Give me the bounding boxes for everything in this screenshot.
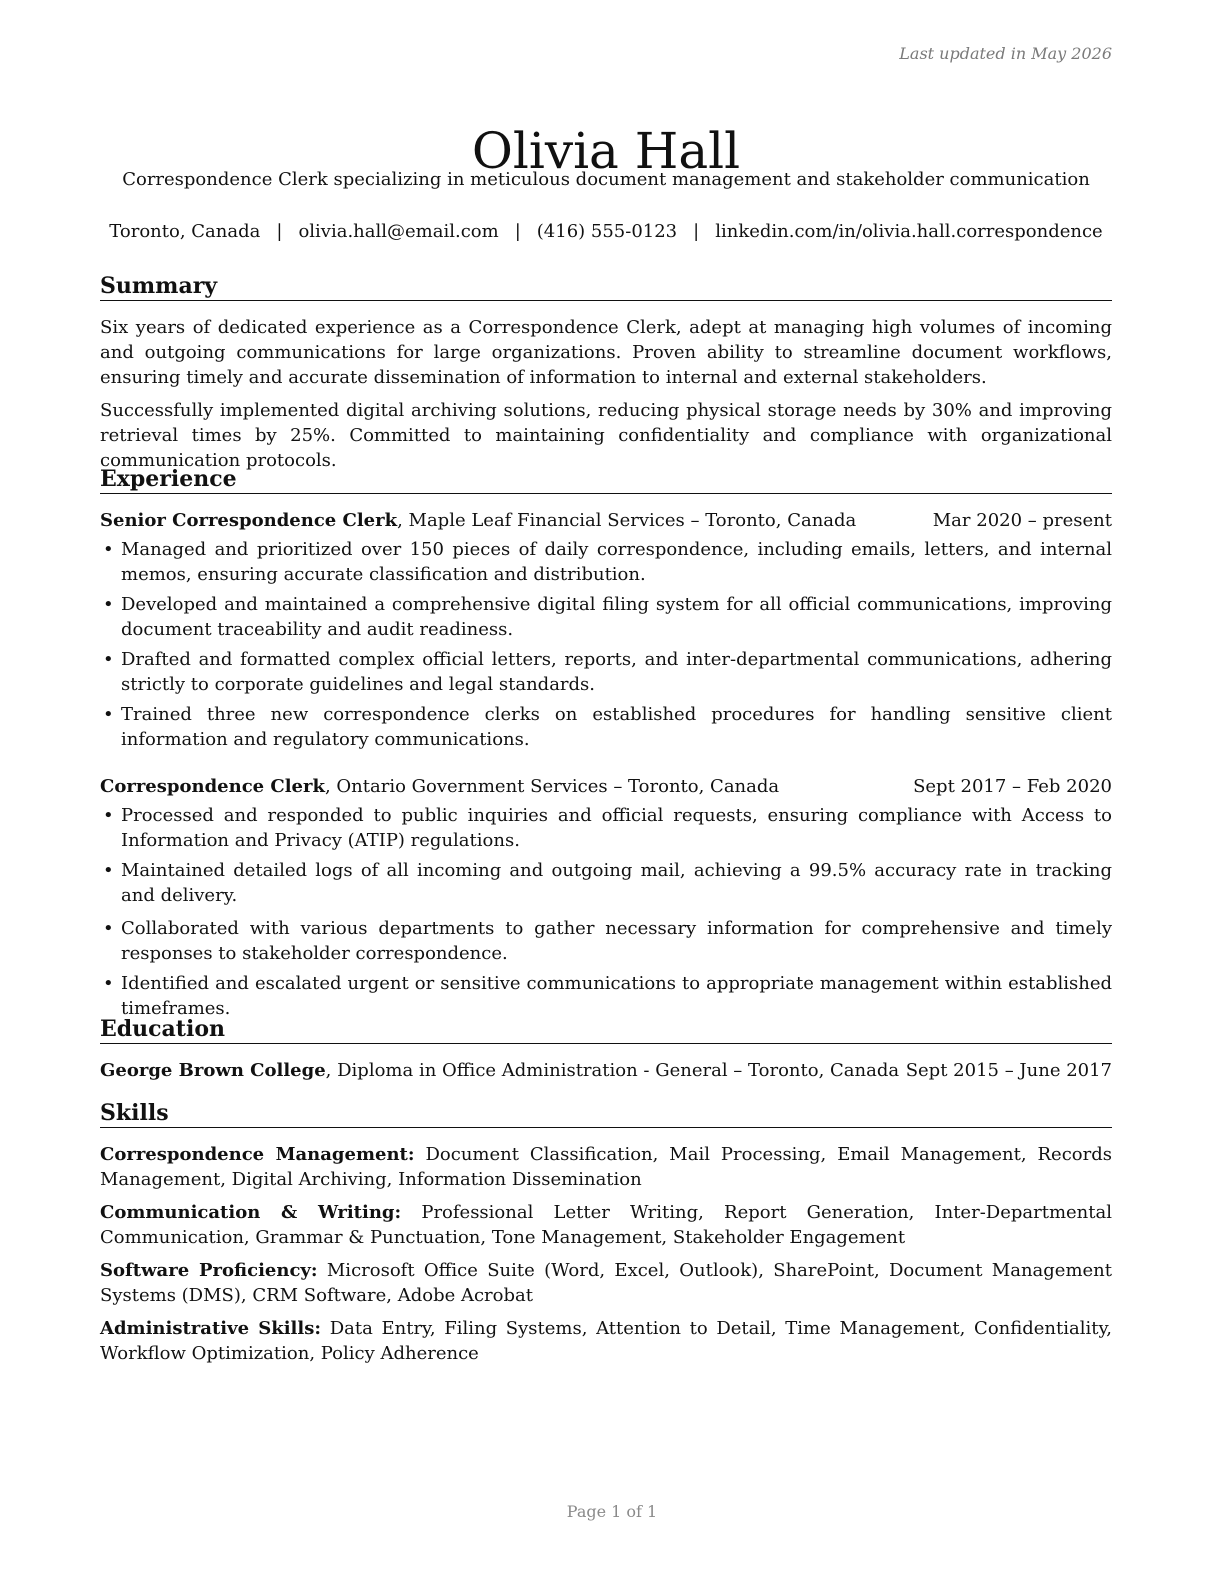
skill-items: Data Entry, Filing Systems, Attention to Detail, Time Management, Confidentiality, Workflow Optimization, Policy Adherence [100,1318,1112,1364]
section-heading-experience: Experience [100,465,1112,494]
bullet-icon: • [103,704,114,725]
job-bullet: • Developed and maintained a comprehensive digital filing system for all official communications, improving document traceability and audit readiness. [103,594,1112,640]
summary-paragraph: Six years of dedicated experience as a Correspondence Clerk, adept at managing high volumes of incoming and outgoing communications for large organizations. Proven ability to streamline document workflows, ensuring timely and accurate dissemination of information to internal and external stakeholders. [100,317,1112,388]
job-dates: Sept 2017 – Feb 2020 [913,776,1112,797]
section-heading-summary: Summary [100,272,1112,301]
last-updated: Last updated in May 2026 [899,44,1112,63]
education-section [100,1015,1112,1083]
job-dates: Mar 2020 – present [932,510,1112,531]
bullet-icon: • [103,973,114,994]
section-heading-education: Education [100,1015,1112,1044]
job-organization: , Maple Leaf Financial Services – Toronto, Canada [397,510,857,531]
candidate-name: Olivia Hall [471,121,741,180]
tagline: Correspondence Clerk specializing in meticulous document management and stakeholder communication [122,169,1090,190]
education-detail: , Diploma in Office Administration - General – Toronto, Canada [325,1060,900,1081]
job-title: Senior Correspondence Clerk [100,510,398,531]
page-number: Page 1 of 1 [566,1502,658,1521]
job-bullet: • Drafted and formatted complex official letters, reports, and inter-departmental communications, adhering strictly to corporate guidelines and legal standards. [103,649,1112,695]
school-name: George Brown College [100,1060,326,1081]
job-bullets [100,537,1112,752]
bullet-icon: • [103,918,114,939]
education-dates: Sept 2015 – June 2017 [905,1060,1112,1081]
job-bullet: • Maintained detailed logs of all incoming and outgoing mail, achieving a 99.5% accuracy rate in tracking and delivery. [103,860,1112,906]
bullet-icon: • [103,539,114,560]
contact-email[interactable]: olivia.hall@email.com [298,221,499,242]
bullet-icon: • [103,860,114,881]
bullet-icon: • [103,649,114,670]
contact-phone: (416) 555-0123 [536,221,678,242]
bullet-icon: • [103,805,114,826]
job-entry [100,508,1112,752]
skill-items: Microsoft Office Suite (Word, Excel, Outlook), SharePoint, Document Management Systems (DMS), CRM Software, Adobe Acrobat [100,1260,1113,1306]
summary-paragraph: Successfully implemented digital archiving solutions, reducing physical storage needs by 30% and improving retrieval times by 25%. Committed to maintaining confidentiality and compliance with organizational communication protocols. [100,400,1112,471]
skill-label: Software Proficiency: [100,1260,318,1281]
contact-line [100,220,1112,244]
skill-label: Correspondence Management: [100,1144,415,1165]
contact-separator: | [693,221,700,242]
contact-linkedin[interactable]: linkedin.com/in/olivia.hall.correspondence [715,221,1103,242]
skill-label: Administrative Skills: [100,1318,321,1339]
skill-group [100,1316,1112,1366]
skills-section [100,1099,1112,1366]
job-title: Correspondence Clerk [100,776,325,797]
job-bullet: • Trained three new correspondence clerks on established procedures for handling sensitive client information and regulatory communications. [103,704,1112,750]
skill-label: Communication & Writing: [100,1202,402,1223]
education-entry [100,1058,1112,1083]
skill-items: Professional Letter Writing, Report Generation, Inter-Departmental Communication, Grammar & Punctuation, Tone Management, Stakeholder Engagement [100,1202,1112,1248]
section-heading-skills: Skills [100,1099,1112,1128]
skill-group [100,1258,1112,1308]
job-bullet: • Managed and prioritized over 150 pieces of daily correspondence, including emails, letters, and internal memos, ensuring accurate classification and distribution. [103,539,1112,585]
job-entry [100,774,1112,1021]
experience-section [100,465,1112,1021]
job-header [100,508,1112,533]
job-organization: , Ontario Government Services – Toronto, Canada [324,776,780,797]
contact-separator: | [514,221,521,242]
contact-separator: | [276,221,283,242]
job-bullet: • Processed and responded to public inquiries and official requests, ensuring compliance with Access to Information and Privacy (ATIP) regulations. [103,805,1112,851]
job-bullet: • Identified and escalated urgent or sensitive communications to appropriate management within established timeframes. [103,973,1112,1019]
bullet-icon: • [103,594,114,615]
skill-items: Document Classification, Mail Processing, Email Management, Records Management, Digital Archiving, Information Dissemination [100,1144,1112,1190]
skill-group [100,1142,1112,1192]
job-header [100,774,1112,799]
job-bullets [100,803,1112,1021]
job-bullet: • Collaborated with various departments to gather necessary information for comprehensive and timely responses to stakeholder correspondence. [103,918,1112,964]
summary-section [100,272,1112,473]
contact-location: Toronto, Canada [109,221,261,242]
skill-group [100,1200,1112,1250]
